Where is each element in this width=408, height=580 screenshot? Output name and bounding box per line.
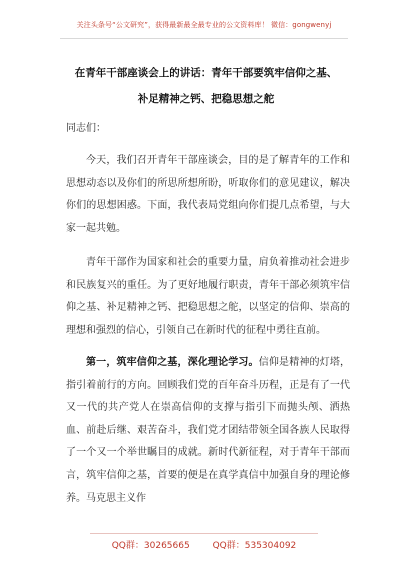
greeting: 同志们： <box>66 123 106 134</box>
footer-contact <box>0 538 408 551</box>
document-title-line1: 在青年干部座谈会上的讲话：青年干部要筑牢信仰之基、 <box>74 67 338 79</box>
section1-lead: 第一，筑牢信仰之基，深化理论学习。 <box>86 357 259 368</box>
footer-qq-group-2: QQ群：535304092 <box>212 541 297 551</box>
footer-divider <box>90 533 318 534</box>
paragraph-context: 青年干部作为国家和社会的重要力量，肩负着推动社会进步和民族复兴的重任。为了更好地履行职责，青年干部必须筑牢信仰之基、补足精神之钙、把稳思想之舵，以坚定的信仰、崇高的理想和强烈的信心，引领自己在新时代的征程中勇往直前。 <box>66 257 350 336</box>
document-title-line2: 补足精神之钙、把稳思想之舵 <box>137 93 275 105</box>
paragraph-section1 <box>66 352 350 510</box>
header-divider <box>60 38 348 39</box>
header-notice: 关注头条号“公文研究”，获得最新最全最专业的公文资料库！ 微信：gongwenyj <box>76 21 332 29</box>
paragraph-intro: 今天，我们召开青年干部座谈会，目的是了解青年的工作和思想动态以及你们的所思所想所盼，听取你们的意见建议，解决你们的思想困惑。下面，我代表局党组向你们提几点希望，与大家一起共勉。 <box>66 155 350 234</box>
footer-qq-group-1: QQ群：30265665 <box>111 541 190 551</box>
section1-body: 信仰是精神的灯塔，指引着前行的方向。回顾我们党的百年奋斗历程，正是有了一代又一代的共产党人在崇高信仰的支撑与指引下而抛头颅、洒热血、前赴后继、艰苦奋斗，我们党才团结带领全国各族人民取得了一个又一个举世瞩目的成就。新时代新征程，对于青年干部而言，筑牢信仰之基，首要的便是在真学真信中加强自身的理论修养。马克思主义作 <box>66 357 351 504</box>
